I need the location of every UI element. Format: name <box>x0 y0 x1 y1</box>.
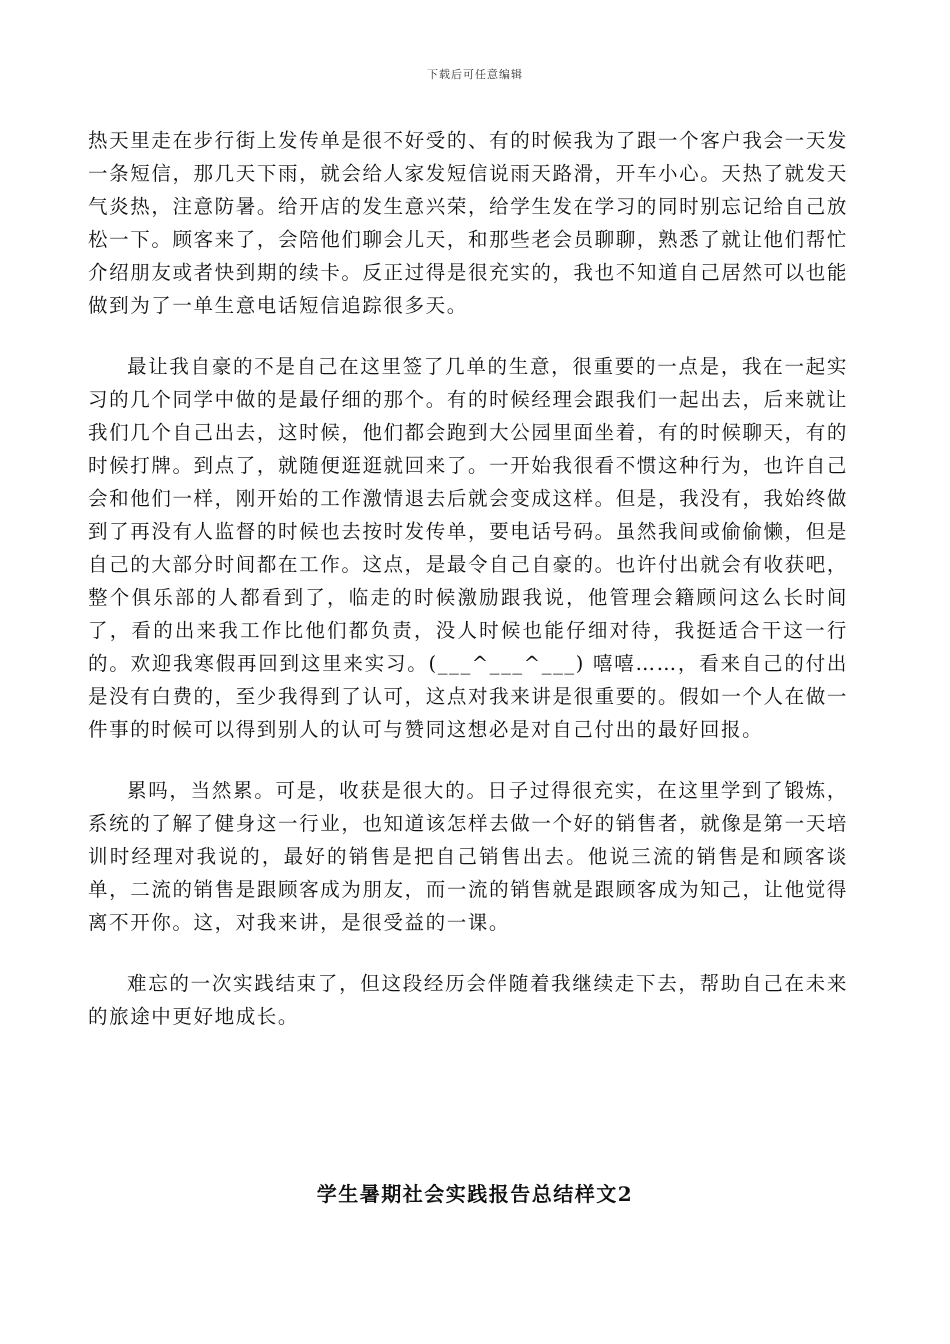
body-content <box>88 124 848 1061</box>
paragraph-4: 难忘的一次实践结束了，但这段经历会伴随着我继续走下去，帮助自己在未来的旅途中更好地成长。 <box>88 972 848 1028</box>
paragraph-3: 累吗，当然累。可是，收获是很大的。日子过得很充实，在这里学到了锻炼，系统的了解了健身这一行业，也知道该怎样去做一个好的销售者，就像是第一天培训时经理对我说的，最好的销售是把自己销售出去。他说三流的销售是和顾客谈单，二流的销售是跟顾客成为朋友，而一流的销售就是跟顾客成为知己，让他觉得离不开你。这，对我来讲，是很受益的一课。 <box>88 779 848 934</box>
paragraph-2: 最让我自豪的不是自己在这里签了几单的生意，很重要的一点是，我在一起实习的几个同学中做的是最仔细的那个。有的时候经理会跟我们一起出去，后来就让我们几个自己出去，这时候，他们都会跑到大公园里面坐着，有的时候聊天，有的时候打牌。到点了，就随便逛逛就回来了。一开始我很看不惯这种行为，也许自己会和他们一样，刚开始的工作激情退去后就会变成这样。但是，我没有，我始终做到了再没有人监督的时候也去按时发传单，要电话号码。虽然我间或偷偷懒，但是自己的大部分时间都在工作。这点，是最令自己自豪的。也许付出就会有收获吧，整个俱乐部的人都看到了，临走的时候激励跟我说，他管理会籍顾问这么长时间了，看的出来我工作比他们都负责，没人时候也能仔细对待，我挺适合干这一行的。欢迎我寒假再回到这里来实习。(___^___^___) 嘻嘻……，看来自己的付出是没有白费的，至少我得到了认可，这点对我来讲是很重要的。假如一个人在做一件事的时候可以得到别人的认可与赞同这想必是对自己付出的最好回报。 <box>88 355 848 741</box>
paragraph-1: 热天里走在步行街上发传单是很不好受的、有的时候我为了跟一个客户我会一天发一条短信，那几天下雨，就会给人家发短信说雨天路滑，开车小心。天热了就发天气炎热，注意防暑。给开店的发生意兴荣，给学生发在学习的同时别忘记给自己放松一下。顾客来了，会陪他们聊会儿天，和那些老会员聊聊，熟悉了就让他们帮忙介绍朋友或者快到期的续卡。反正过得是很充实的，我也不知道自己居然可以也能做到为了一单生意电话短信追踪很多天。 <box>88 129 848 317</box>
section-title: 学生暑期社会实践报告总结样文2 <box>316 1182 634 1206</box>
header-note: 下载后可任意编辑 <box>427 68 523 81</box>
